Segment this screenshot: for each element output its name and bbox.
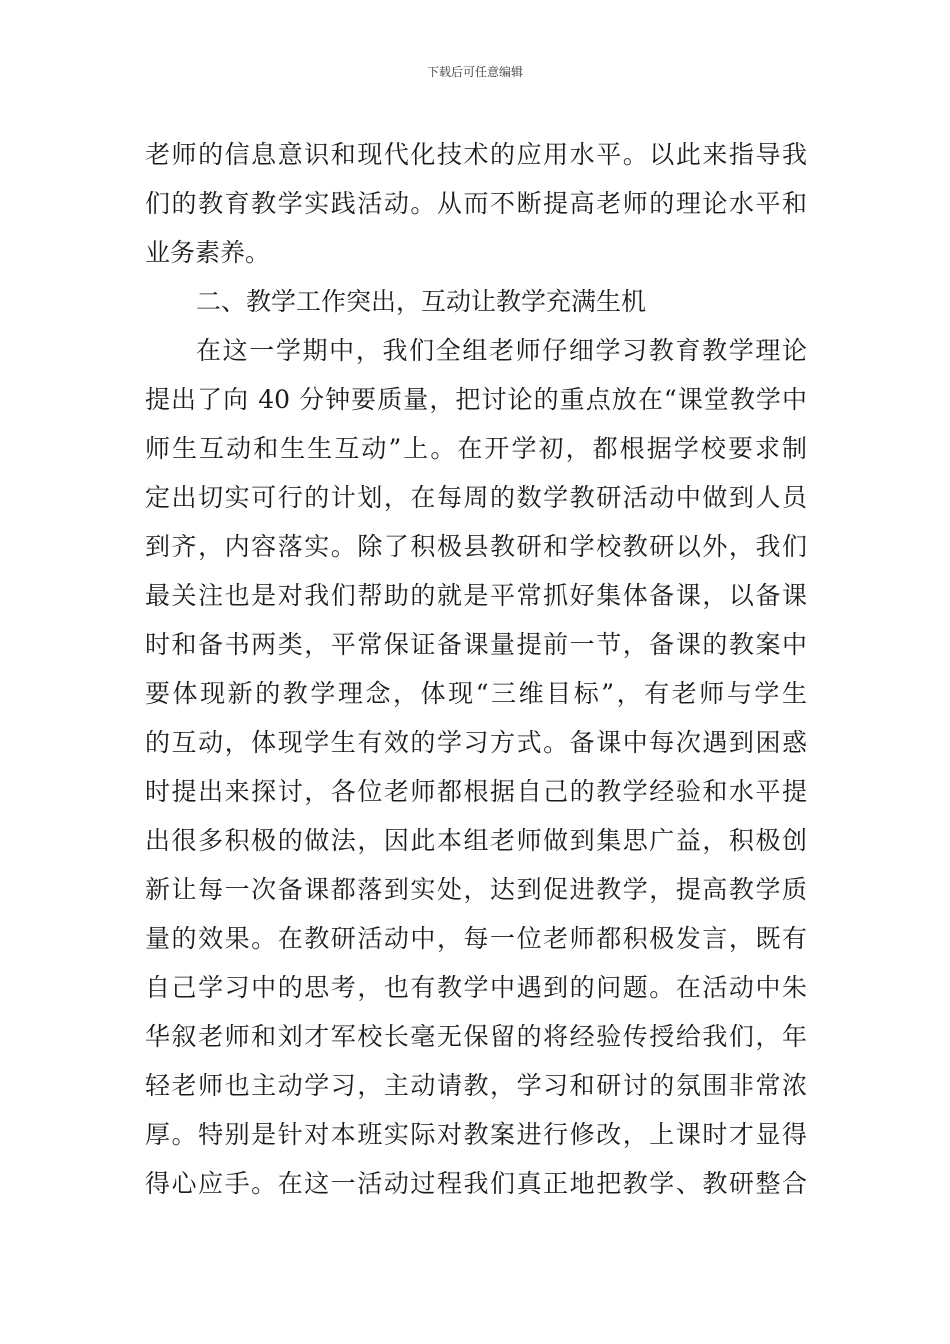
paragraph-line: 量的效果。在教研活动中，每一位老师都积极发言，既有 xyxy=(145,924,807,953)
paragraph-line: 提出了向 40 分钟要质量，把讨论的重点放在“课堂教学中 xyxy=(145,385,807,414)
paragraph-line: 要体现新的教学理念，体现“三维目标”，有老师与学生 xyxy=(145,679,807,708)
paragraph-line: 厚。特别是针对本班实际对教案进行修改，上课时才显得 xyxy=(145,1120,807,1149)
paragraph-line: 得心应手。在这一活动过程我们真正地把教学、教研整合 xyxy=(145,1169,807,1198)
paragraph-line: 新让每一次备课都落到实处，达到促进教学，提高教学质 xyxy=(145,875,807,904)
page-header: 下载后可任意编辑 xyxy=(426,65,523,79)
paragraph-line: 老师的信息意识和现代化技术的应用水平。以此来指导我 xyxy=(145,140,807,169)
paragraph-line: 时和备书两类，平常保证备课量提前一节，备课的教案中 xyxy=(145,630,807,659)
paragraph-line: 最关注也是对我们帮助的就是平常抓好集体备课，以备课 xyxy=(145,581,807,610)
paragraph-line: 轻老师也主动学习，主动请教，学习和研讨的氛围非常浓 xyxy=(145,1071,807,1100)
paragraph-line: 的互动，体现学生有效的学习方式。备课中每次遇到困惑 xyxy=(145,728,807,757)
paragraph-line: 业务素养。 xyxy=(145,238,271,267)
paragraph-line: 在这一学期中，我们全组老师仔细学习教育教学理论 xyxy=(196,336,807,365)
paragraph-line: 定出切实可行的计划，在每周的数学教研活动中做到人员 xyxy=(145,483,807,512)
paragraph-line: 到齐，内容落实。除了积极县教研和学校教研以外，我们 xyxy=(145,532,807,561)
paragraph-line: 出很多积极的做法，因此本组老师做到集思广益，积极创 xyxy=(145,826,807,855)
paragraph-line: 自己学习中的思考，也有教学中遇到的问题。在活动中朱 xyxy=(145,973,807,1002)
paragraph-line: 们的教育教学实践活动。从而不断提高老师的理论水平和 xyxy=(145,189,807,218)
section-heading: 二、教学工作突出，互动让教学充满生机 xyxy=(196,287,647,316)
document-body xyxy=(145,130,807,1208)
paragraph-line: 华叙老师和刘才军校长毫无保留的将经验传授给我们，年 xyxy=(145,1022,807,1051)
paragraph-line: 时提出来探讨，各位老师都根据自己的教学经验和水平提 xyxy=(145,777,807,806)
paragraph-line: 师生互动和生生互动”上。在开学初，都根据学校要求制 xyxy=(145,434,807,463)
